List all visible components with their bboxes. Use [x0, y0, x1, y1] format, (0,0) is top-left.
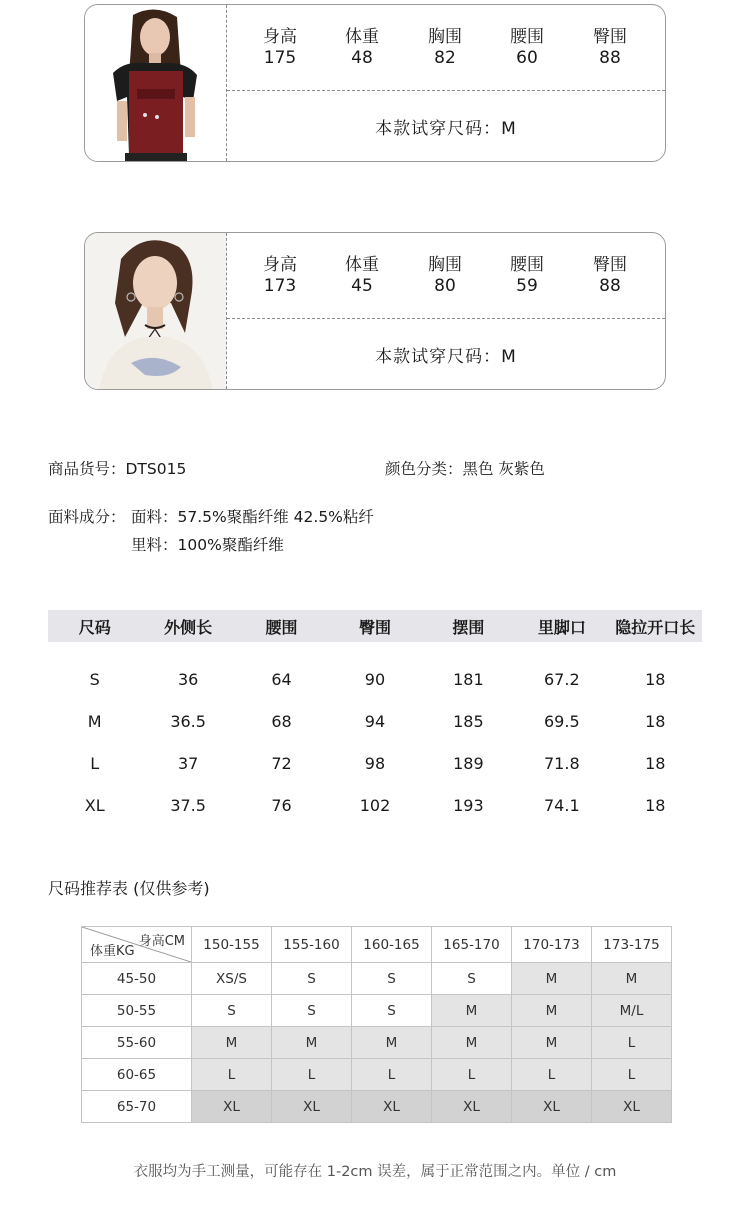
size-cell: XL — [352, 1091, 432, 1123]
product-colors: 颜色分类：黑色 灰紫色 — [385, 460, 545, 478]
table-cell: 189 — [453, 753, 484, 773]
stat-waist: 腰围 60 — [510, 27, 544, 68]
table-cell: 36 — [177, 669, 199, 689]
weight-cell: 50-55 — [82, 995, 192, 1027]
table-cell: 18 — [645, 669, 666, 689]
table-cell: 18 — [645, 711, 666, 731]
table-cell: 67.2 — [544, 669, 580, 689]
tried-size: 本款试穿尺码：M — [375, 346, 517, 367]
height-header: 150-155 — [192, 927, 272, 963]
stat-height: 身高 175 — [263, 27, 297, 68]
size-cell: M/L — [592, 995, 672, 1027]
table-cell: 181 — [453, 669, 484, 689]
size-cell: S — [272, 963, 352, 995]
model-card-2 — [84, 232, 666, 390]
corner-cell — [82, 927, 192, 963]
size-cell: S — [272, 995, 352, 1027]
stat-weight: 体重 48 — [345, 27, 379, 68]
table-cell: 102 — [359, 795, 391, 815]
size-cell: S — [352, 963, 432, 995]
size-cell: M — [432, 995, 512, 1027]
table-cell: 71.8 — [544, 753, 580, 773]
model-stats — [227, 233, 665, 319]
table-row — [82, 995, 672, 1027]
table-cell: 90 — [364, 669, 386, 689]
header-cell: 里脚口 — [537, 617, 586, 637]
height-header: 160-165 — [352, 927, 432, 963]
size-cell: M — [352, 1027, 432, 1059]
size-cell: S — [192, 995, 272, 1027]
model-stats — [227, 5, 665, 91]
model-photo — [85, 233, 227, 389]
header-cell: 臀围 — [358, 617, 391, 637]
table-cell: 76 — [271, 795, 292, 815]
stat-hip: 臀围 88 — [593, 27, 627, 68]
size-cell: XL — [432, 1091, 512, 1123]
size-cell: M — [512, 963, 592, 995]
size-cell: M — [592, 963, 672, 995]
fabric-lining: 里料：100%聚酯纤维 — [131, 536, 284, 554]
table-cell: 68 — [271, 711, 292, 731]
weight-cell: 45-50 — [82, 963, 192, 995]
table-cell: 37 — [177, 753, 199, 773]
size-cell: XL — [272, 1091, 352, 1123]
size-cell: XL — [512, 1091, 592, 1123]
size-cell: L — [592, 1059, 672, 1091]
table-row — [48, 784, 702, 826]
stat-bust: 胸围 80 — [428, 255, 462, 296]
fabric-outer: 面料：57.5%聚酯纤维 42.5%粘纤 — [131, 508, 374, 526]
size-cell: M — [512, 1027, 592, 1059]
header-cell: 隐拉开口长 — [615, 617, 696, 637]
height-header: 173-175 — [592, 927, 672, 963]
header-cell: 尺码 — [78, 617, 111, 637]
size-cell: M — [432, 1027, 512, 1059]
table-row — [82, 1091, 672, 1123]
table-cell: 18 — [645, 795, 666, 815]
table-cell: 193 — [453, 795, 484, 815]
stat-bust: 胸围 82 — [428, 27, 462, 68]
stat-waist: 腰围 59 — [510, 255, 544, 296]
height-header: 170-173 — [512, 927, 592, 963]
header-cell: 外侧长 — [164, 617, 213, 637]
size-cell: M — [512, 995, 592, 1027]
header-cell: 腰围 — [265, 617, 298, 637]
table-cell: 74.1 — [544, 795, 580, 815]
table-cell: 36.5 — [170, 711, 206, 731]
table-cell: 98 — [364, 753, 386, 773]
size-cell: L — [592, 1027, 672, 1059]
size-cell: S — [432, 963, 512, 995]
model-photo — [85, 5, 227, 161]
table-cell: 37.5 — [170, 795, 206, 815]
table-row — [48, 700, 702, 742]
size-table-body — [48, 658, 702, 826]
table-cell: S — [89, 669, 100, 689]
table-cell: L — [90, 753, 100, 773]
weight-cell: 60-65 — [82, 1059, 192, 1091]
table-cell: 64 — [271, 669, 292, 689]
size-cell: L — [192, 1059, 272, 1091]
table-cell: 185 — [453, 711, 484, 731]
stat-weight: 体重 45 — [345, 255, 379, 296]
size-cell: S — [352, 995, 432, 1027]
size-cell: XS/S — [192, 963, 272, 995]
table-cell: 72 — [271, 753, 292, 773]
size-cell: L — [352, 1059, 432, 1091]
height-header: 155-160 — [272, 927, 352, 963]
size-cell: XL — [592, 1091, 672, 1123]
recommend-table — [81, 926, 672, 1123]
recommend-header-row — [82, 927, 672, 963]
size-cell: M — [192, 1027, 272, 1059]
model-photo-illustration — [85, 5, 227, 161]
stat-hip: 臀围 88 — [593, 255, 627, 296]
size-cell: M — [272, 1027, 352, 1059]
table-row — [82, 1027, 672, 1059]
model-card-1 — [84, 4, 666, 162]
size-cell: L — [272, 1059, 352, 1091]
size-cell: L — [512, 1059, 592, 1091]
size-table — [48, 610, 702, 826]
product-sku: 商品货号：DTS015 — [48, 460, 187, 478]
weight-cell: 65-70 — [82, 1091, 192, 1123]
footnote: 衣服均为手工测量，可能存在 1-2cm 误差，属于正常范围之内。单位 / cm — [133, 1164, 617, 1180]
corner-weight-label: 体重KG — [90, 944, 135, 959]
model-photo-illustration — [85, 233, 227, 389]
tried-size: 本款试穿尺码：M — [375, 118, 517, 139]
table-cell: M — [87, 711, 102, 731]
size-table-header — [48, 610, 702, 642]
table-row — [48, 658, 702, 700]
table-row — [48, 742, 702, 784]
table-cell: 18 — [645, 753, 666, 773]
table-cell: 69.5 — [544, 711, 580, 731]
table-cell: 94 — [364, 711, 386, 731]
header-cell: 摆围 — [452, 617, 485, 637]
height-header: 165-170 — [432, 927, 512, 963]
stat-height: 身高 173 — [263, 255, 297, 296]
weight-cell: 55-60 — [82, 1027, 192, 1059]
recommend-title: 尺码推荐表 (仅供参考) — [48, 879, 210, 898]
fabric-label: 面料成分： — [48, 508, 126, 526]
size-cell: XL — [192, 1091, 272, 1123]
corner-height-label: 身高CM — [138, 934, 185, 949]
table-row — [82, 1059, 672, 1091]
size-cell: L — [432, 1059, 512, 1091]
table-cell: XL — [84, 795, 105, 815]
table-row — [82, 963, 672, 995]
